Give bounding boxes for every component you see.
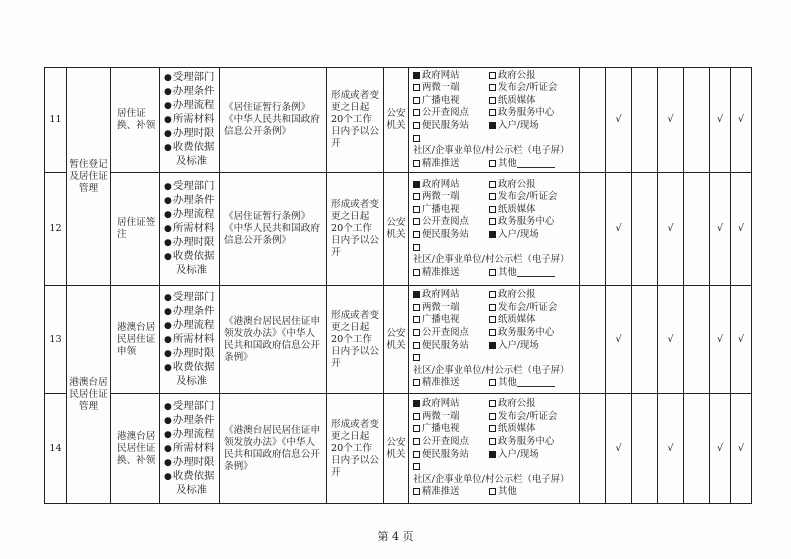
unchecked-box-icon (489, 160, 496, 167)
channel-label: 公开查阅点 (422, 216, 469, 228)
channels-grid (413, 289, 575, 390)
list-item: ● 收费依据 (164, 250, 219, 264)
channel-label: 其他 (498, 266, 517, 278)
unchecked-box-icon (413, 244, 420, 251)
channel-label: 政府公报 (498, 289, 536, 301)
check-mark: √ (658, 173, 684, 286)
channel-item (489, 411, 575, 424)
empty-cell (632, 286, 658, 394)
channel-item (413, 327, 489, 340)
subject-cell: 居住证签注 (111, 173, 160, 286)
channel-label: 纸质媒体 (498, 203, 536, 215)
channel-item (489, 340, 575, 353)
channel-item (489, 107, 575, 120)
channel-label: 发布会/听证会 (498, 82, 558, 94)
unchecked-box-icon (489, 400, 496, 407)
unchecked-box-icon (413, 135, 420, 142)
channel-label: 社区/企事业单位/村公示栏（电子屏） (413, 473, 570, 485)
channel-item (413, 242, 575, 267)
channel-label: 发布会/听证会 (498, 191, 558, 203)
channels-cell (409, 286, 580, 394)
channel-label: 发布会/听证会 (498, 410, 558, 422)
channel-label: 广播电视 (422, 94, 460, 106)
row-number: 14 (45, 394, 67, 504)
channel-item (489, 179, 575, 192)
channel-item (413, 340, 489, 353)
legal-basis-cell: 《居住证暂行条例》《中华人民共和国政府信息公开条例》 (220, 173, 327, 286)
channel-label: 纸质媒体 (498, 423, 536, 435)
channel-item (489, 377, 575, 390)
legal-basis-cell: 《居住证暂行条例》《中华人民共和国政府信息公开条例》 (220, 68, 327, 173)
unchecked-box-icon (413, 97, 420, 104)
channel-item (413, 436, 489, 449)
channel-item (413, 423, 489, 436)
empty-cell (632, 173, 658, 286)
list-item: ● 受理部门 (164, 400, 219, 414)
list-item: 及标准 (176, 155, 208, 167)
category-cell: 暂住登记及居住证管理 (67, 68, 111, 286)
row-number: 12 (45, 173, 67, 286)
channel-label: 政府网站 (422, 178, 460, 190)
list-item: ● 收费依据 (164, 470, 219, 484)
channel-label: 其他 (498, 377, 517, 389)
channel-label: 精准推送 (422, 377, 460, 389)
list-item: 及标准 (176, 374, 208, 387)
channel-item (489, 267, 575, 280)
unchecked-box-icon (413, 193, 420, 200)
check-mark: √ (658, 394, 684, 504)
channel-label: 政务服务中心 (498, 107, 555, 119)
fill-blank-line (517, 159, 555, 168)
empty-cell (684, 286, 710, 394)
row-number: 13 (45, 286, 67, 394)
unchecked-box-icon (413, 84, 420, 91)
unchecked-box-icon (413, 304, 420, 311)
check-mark: √ (606, 394, 632, 504)
checked-box-icon (413, 181, 420, 188)
unchecked-box-icon (489, 181, 496, 188)
checked-box-icon (489, 451, 496, 458)
list-item: ● 收费依据 (164, 141, 219, 155)
channels-grid (413, 179, 575, 280)
unchecked-box-icon (489, 97, 496, 104)
channel-label: 便民服务站 (422, 120, 469, 131)
disclosure-table (44, 67, 752, 504)
unchecked-box-icon (413, 122, 420, 129)
channel-item (489, 449, 575, 462)
channel-item (413, 302, 489, 315)
unchecked-box-icon (489, 109, 496, 116)
table-row (45, 173, 752, 286)
channel-item (489, 486, 575, 499)
unchecked-box-icon (413, 269, 420, 276)
channel-item (413, 486, 489, 499)
unchecked-box-icon (413, 354, 420, 361)
list-item: ● 受理部门 (164, 180, 219, 194)
table-row (45, 286, 752, 394)
channel-label: 广播电视 (422, 314, 460, 326)
channel-item (489, 95, 575, 108)
list-item: ● 办理时限 (164, 456, 219, 470)
channel-label: 广播电视 (422, 203, 460, 215)
channel-label: 社区/企事业单位/村公示栏（电子屏） (413, 145, 570, 157)
channel-label: 两微一端 (422, 410, 460, 422)
list-item: ● 受理部门 (164, 291, 219, 305)
unchecked-box-icon (489, 84, 496, 91)
channel-label: 政府网站 (422, 289, 460, 301)
channel-item (413, 267, 489, 280)
channel-item (413, 289, 489, 302)
channel-item (489, 82, 575, 95)
list-item: ● 办理时限 (164, 347, 219, 361)
channel-item (413, 229, 489, 242)
unchecked-box-icon (489, 425, 496, 432)
channel-label: 两微一端 (422, 301, 460, 313)
list-item: 及标准 (176, 483, 208, 496)
time-limit-cell: 形成或者变更之日起20个工作日内予以公开 (327, 68, 384, 173)
list-item: ● 办理条件 (164, 85, 219, 99)
unchecked-box-icon (413, 488, 420, 495)
channel-item (413, 449, 489, 462)
channel-item (413, 204, 489, 217)
channel-label: 入户/现场 (498, 448, 539, 460)
empty-cell (684, 173, 710, 286)
check-mark: √ (710, 173, 731, 286)
channel-label: 社区/企事业单位/村公示栏（电子屏） (413, 254, 570, 266)
channel-label: 入户/现场 (498, 120, 539, 131)
list-item: ● 办理流程 (164, 428, 219, 442)
channel-label: 两微一端 (422, 82, 460, 94)
check-mark: √ (731, 286, 752, 394)
list-item: ● 办理条件 (164, 194, 219, 208)
channel-item (413, 377, 489, 390)
channel-item (413, 216, 489, 229)
channel-item (413, 179, 489, 192)
unchecked-box-icon (489, 488, 496, 495)
channel-item (413, 191, 489, 204)
channels-cell (409, 173, 580, 286)
check-mark: √ (606, 68, 632, 173)
check-mark: √ (658, 286, 684, 394)
check-mark: √ (710, 394, 731, 504)
channel-item (489, 120, 575, 133)
agency-cell: 公安机关 (384, 173, 409, 286)
fill-blank-line (517, 378, 555, 387)
unchecked-box-icon (489, 413, 496, 420)
channel-label: 精准推送 (422, 157, 460, 169)
check-mark: √ (731, 173, 752, 286)
agency-cell: 公安机关 (384, 68, 409, 173)
channel-item (413, 398, 489, 411)
unchecked-box-icon (413, 231, 420, 238)
table-row (45, 394, 752, 504)
empty-cell (632, 394, 658, 504)
channel-item (489, 436, 575, 449)
time-limit-cell: 形成或者变更之日起20个工作日内予以公开 (327, 394, 384, 504)
checked-box-icon (489, 342, 496, 349)
unchecked-box-icon (489, 72, 496, 79)
channel-item (413, 352, 575, 377)
channel-label: 政府网站 (422, 398, 460, 410)
list-item: ● 办理流程 (164, 319, 219, 333)
unchecked-box-icon (413, 342, 420, 349)
list-item: ● 受理部门 (164, 71, 219, 85)
list-item: ● 办理流程 (164, 208, 219, 222)
list-item: ● 办理条件 (164, 414, 219, 428)
channel-label: 其他 (498, 486, 517, 498)
unchecked-box-icon (489, 304, 496, 311)
subject-cell: 港澳台居民居住证换、补领 (111, 394, 160, 504)
unchecked-box-icon (413, 218, 420, 225)
empty-cell (684, 394, 710, 504)
channel-label: 便民服务站 (422, 448, 469, 460)
unchecked-box-icon (413, 413, 420, 420)
unchecked-box-icon (413, 109, 420, 116)
unchecked-box-icon (489, 206, 496, 213)
channel-item (413, 133, 575, 158)
list-item: ● 所需材料 (164, 222, 219, 236)
legal-basis-cell: 《港澳台居民居住证申领发放办法》《中华人民共和国政府信息公开条例》 (220, 286, 327, 394)
list-item: ● 办理流程 (164, 99, 219, 113)
empty-cell (580, 173, 606, 286)
empty-cell (632, 68, 658, 173)
list-item: ● 所需材料 (164, 442, 219, 456)
unchecked-box-icon (413, 206, 420, 213)
category-cell: 港澳台居民居住证管理 (67, 286, 111, 504)
list-item: ● 所需材料 (164, 333, 219, 347)
check-mark: √ (658, 68, 684, 173)
page-number: 第 4 页 (377, 530, 414, 543)
channel-item (413, 158, 489, 171)
channel-item (489, 216, 575, 229)
channel-item (489, 398, 575, 411)
channel-label: 政府公报 (498, 69, 536, 81)
fill-blank-line (517, 268, 555, 277)
channel-item (413, 411, 489, 424)
list-item: ● 办理条件 (164, 305, 219, 319)
unchecked-box-icon (489, 316, 496, 323)
unchecked-box-icon (413, 329, 420, 336)
channel-label: 公开查阅点 (422, 326, 469, 338)
unchecked-box-icon (413, 379, 420, 386)
check-mark: √ (606, 286, 632, 394)
channel-label: 纸质媒体 (498, 314, 536, 326)
checked-box-icon (489, 122, 496, 129)
channel-label: 其他 (498, 157, 517, 169)
channel-item (489, 423, 575, 436)
unchecked-box-icon (489, 269, 496, 276)
channel-item (489, 70, 575, 83)
disclosure-items-list (164, 180, 219, 278)
channel-label: 公开查阅点 (422, 435, 469, 447)
empty-cell (580, 68, 606, 173)
check-mark: √ (606, 173, 632, 286)
unchecked-box-icon (413, 463, 420, 470)
channel-label: 入户/现场 (498, 229, 539, 240)
subject-cell: 居住证换、补领 (111, 68, 160, 173)
channel-label: 政府公报 (498, 398, 536, 410)
unchecked-box-icon (489, 379, 496, 386)
unchecked-box-icon (413, 438, 420, 445)
list-item: ● 办理时限 (164, 127, 219, 141)
channel-label: 便民服务站 (422, 229, 469, 240)
check-mark: √ (731, 394, 752, 504)
channel-item (413, 82, 489, 95)
channel-item (413, 70, 489, 83)
disclosure-items-list (164, 291, 219, 389)
channel-label: 政府公报 (498, 178, 536, 190)
channels-grid (413, 398, 575, 499)
checked-box-icon (413, 291, 420, 298)
unchecked-box-icon (489, 193, 496, 200)
list-item: ● 收费依据 (164, 361, 219, 375)
channels-cell (409, 68, 580, 173)
row-number: 11 (45, 68, 67, 173)
checked-box-icon (413, 400, 420, 407)
channel-item (413, 314, 489, 327)
channel-label: 便民服务站 (422, 339, 469, 351)
unchecked-box-icon (413, 160, 420, 167)
channel-label: 纸质媒体 (498, 94, 536, 106)
channel-label: 政务服务中心 (498, 326, 555, 338)
legal-basis-cell: 《港澳台居民居住证申领发放办法》《中华人民共和国政府信息公开条例》 (220, 394, 327, 504)
channel-label: 公开查阅点 (422, 107, 469, 119)
channel-item (413, 107, 489, 120)
table-body (45, 68, 752, 504)
channel-label: 两微一端 (422, 191, 460, 203)
channel-label: 政务服务中心 (498, 216, 555, 228)
agency-cell: 公安机关 (384, 286, 409, 394)
disclosure-items-cell (160, 173, 220, 286)
disclosure-items-list (164, 71, 219, 169)
checked-box-icon (413, 72, 420, 79)
channel-label: 入户/现场 (498, 339, 539, 351)
channel-item (489, 314, 575, 327)
channel-item (489, 204, 575, 217)
disclosure-items-cell (160, 286, 220, 394)
empty-cell (580, 286, 606, 394)
channel-item (413, 461, 575, 486)
channel-label: 政务服务中心 (498, 435, 555, 447)
channels-cell (409, 394, 580, 504)
empty-cell (580, 394, 606, 504)
channel-label: 广播电视 (422, 423, 460, 435)
unchecked-box-icon (413, 425, 420, 432)
unchecked-box-icon (413, 451, 420, 458)
disclosure-items-list (164, 400, 219, 498)
list-item: ● 办理时限 (164, 236, 219, 250)
unchecked-box-icon (413, 316, 420, 323)
channel-item (413, 120, 489, 133)
time-limit-cell: 形成或者变更之日起20个工作日内予以公开 (327, 286, 384, 394)
channel-item (489, 327, 575, 340)
subject-cell: 港澳台居民居住证申领 (111, 286, 160, 394)
unchecked-box-icon (489, 218, 496, 225)
time-limit-cell: 形成或者变更之日起20个工作日内予以公开 (327, 173, 384, 286)
channel-item (413, 95, 489, 108)
channel-label: 发布会/听证会 (498, 301, 558, 313)
agency-cell: 公安机关 (384, 394, 409, 504)
channels-grid (413, 70, 575, 171)
checked-box-icon (489, 231, 496, 238)
unchecked-box-icon (489, 438, 496, 445)
channel-item (489, 158, 575, 171)
channel-label: 政府网站 (422, 69, 460, 81)
channel-label: 精准推送 (422, 486, 460, 498)
channel-label: 精准推送 (422, 266, 460, 278)
check-mark: √ (731, 68, 752, 173)
unchecked-box-icon (489, 291, 496, 298)
check-mark: √ (710, 286, 731, 394)
channel-item (489, 289, 575, 302)
table-row (45, 68, 752, 173)
disclosure-items-cell (160, 68, 220, 173)
unchecked-box-icon (489, 329, 496, 336)
empty-cell (684, 68, 710, 173)
disclosure-items-cell (160, 394, 220, 504)
channel-label: 社区/企事业单位/村公示栏（电子屏） (413, 364, 570, 376)
list-item: 及标准 (176, 264, 208, 276)
channel-item (489, 302, 575, 315)
check-mark: √ (710, 68, 731, 173)
channel-item (489, 229, 575, 242)
channel-item (489, 191, 575, 204)
list-item: ● 所需材料 (164, 113, 219, 127)
